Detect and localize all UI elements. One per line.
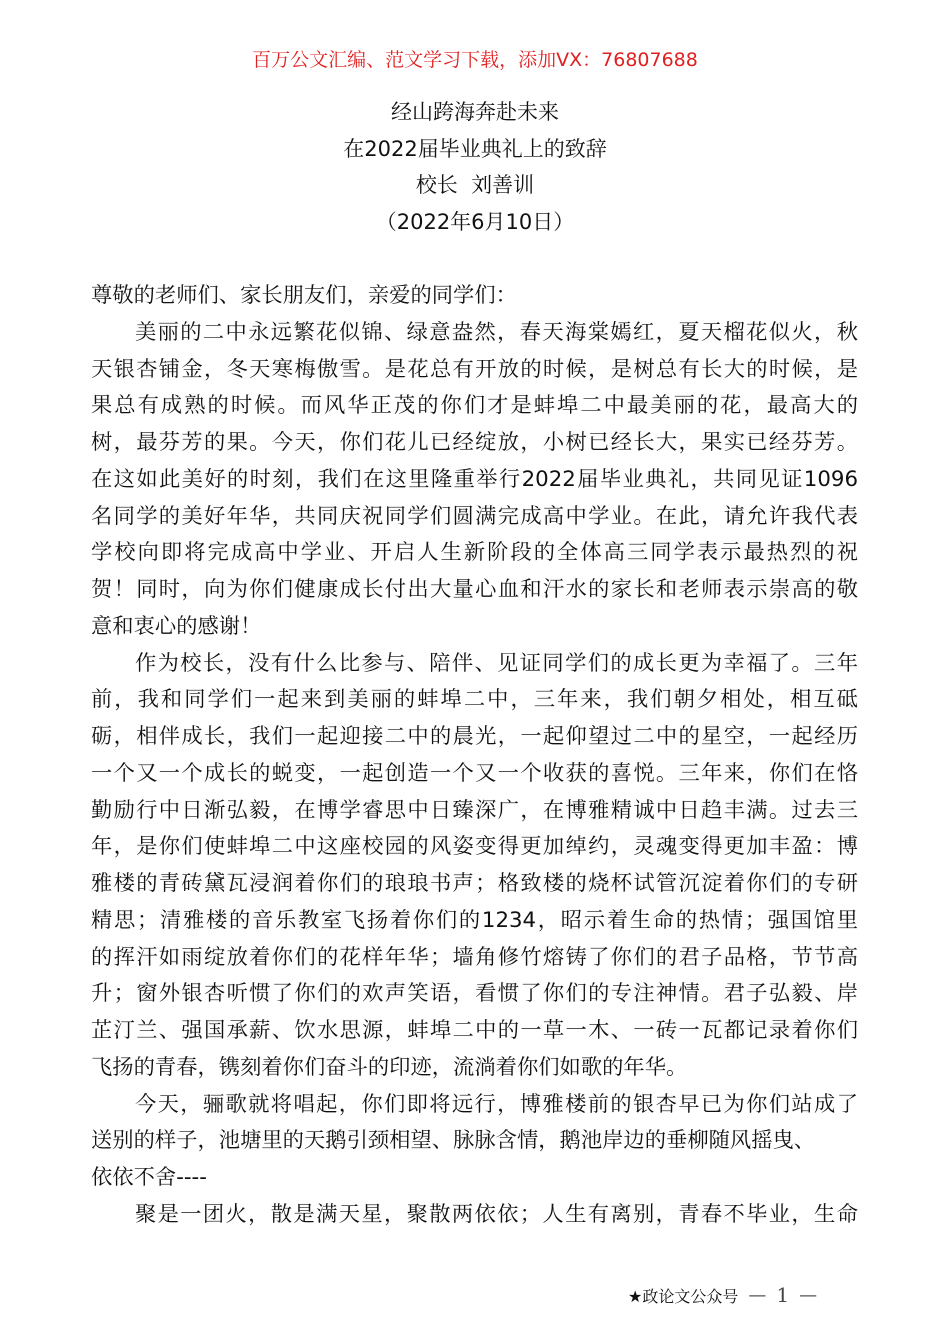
text-line: 送别的样子，池塘里的天鹅引颈相望、脉脉含情，鹅池岸边的垂柳随风摇曳、: [91, 1128, 816, 1154]
text-line: 贺！同时，向为你们健康成长付出大量心血和汗水的家长和老师表示崇高的敬: [91, 577, 858, 602]
text-line: 芷汀兰、强国承薪、饮水思源，蚌埠二中的一草一木、一砖一瓦都记录着你们: [91, 1018, 858, 1043]
watermark-banner: 百万公文汇编、范文学习下载，添加VX：76807688: [252, 49, 698, 71]
text-line: 前，我和同学们一起来到美丽的蚌埠二中，三年来，我们朝夕相处，相互砥: [91, 687, 858, 713]
text-line: 勤励行中日渐弘毅，在博学睿思中日臻深广，在博雅精诚中日趋丰满。过去三: [91, 797, 858, 823]
document-header: [0, 94, 950, 241]
text-line: 升；窗外银杏听惯了你们的欢声笑语，看惯了你们的专注神情。君子弘毅、岸: [91, 981, 858, 1007]
page-dash-left: —: [748, 1284, 767, 1306]
document-subtitle: 在2022届毕业典礼上的致辞: [343, 136, 607, 161]
page-dash-right: —: [799, 1284, 818, 1306]
text-line: 树，最芬芳的果。今天，你们花儿已经绽放，小树已经长大，果实已经芬芳。: [91, 430, 858, 455]
text-line: 的挥汗如雨绽放着你们的花样年华；墙角修竹熔铸了你们的君子品格，节节高: [91, 944, 858, 970]
text-line: 天银杏铺金，冬天寒梅傲雪。是花总有开放的时候，是树总有长大的时候，是: [91, 356, 858, 382]
document-date: （2022年6月10日）: [375, 210, 575, 235]
text-line: 今天，骊歌就将唱起，你们即将远行，博雅楼前的银杏早已为你们站成了: [135, 1091, 858, 1117]
document-title: 经山跨海奔赴未来: [391, 100, 559, 124]
footer-source: ★政论文公众号: [628, 1286, 739, 1306]
document-body: [91, 278, 858, 1234]
page-number: 1: [776, 1283, 790, 1307]
document-author: 校长 刘善训: [415, 173, 535, 198]
text-line: 果总有成熟的时候。而风华正茂的你们才是蚌埠二中最美丽的花，最高大的: [91, 393, 858, 419]
text-line: 砺，相伴成长，我们一起迎接二中的晨光，一起仰望过二中的星空，一起经历: [91, 724, 858, 749]
text-line: 作为校长，没有什么比参与、陪伴、见证同学们的成长更为幸福了。三年: [135, 650, 858, 676]
text-line: 精思；清雅楼的音乐教室飞扬着你们的1234，昭示着生命的热情；强国馆里: [91, 907, 858, 933]
page-footer: [628, 1283, 817, 1307]
salutation: 尊敬的老师们、家长朋友们，亲爱的同学们：: [91, 283, 517, 308]
text-line: 美丽的二中永远繁花似锦、绿意盎然，春天海棠嫣红，夏天榴花似火，秋: [135, 319, 858, 345]
text-line: 依依不舍----: [91, 1165, 207, 1190]
text-line: 在这如此美好的时刻，我们在这里隆重举行2022届毕业典礼，共同见证1096: [91, 466, 858, 492]
text-line: 一个又一个成长的蜕变，一起创造一个又一个收获的喜悦。三年来，你们在恪: [91, 760, 858, 786]
text-line: 意和衷心的感谢！: [91, 613, 262, 639]
text-line: 学校向即将完成高中学业、开启人生新阶段的全体高三同学表示最热烈的祝: [91, 540, 858, 566]
text-line: 聚是一团火，散是满天星，聚散两依依；人生有离别，青春不毕业，生命: [135, 1201, 858, 1227]
text-line: 雅楼的青砖黛瓦浸润着你们的琅琅书声；格致楼的烧杯试管沉淀着你们的专研: [91, 871, 858, 896]
text-line: 年，是你们使蚌埠二中这座校园的风姿变得更加绰约，灵魂变得更加丰盈：博: [91, 834, 858, 860]
text-line: 名同学的美好年华，共同庆祝同学们圆满完成高中学业。在此，请允许我代表: [91, 503, 858, 529]
text-line: 飞扬的青春，镌刻着你们奋斗的印迹，流淌着你们如歌的年华。: [91, 1054, 688, 1080]
